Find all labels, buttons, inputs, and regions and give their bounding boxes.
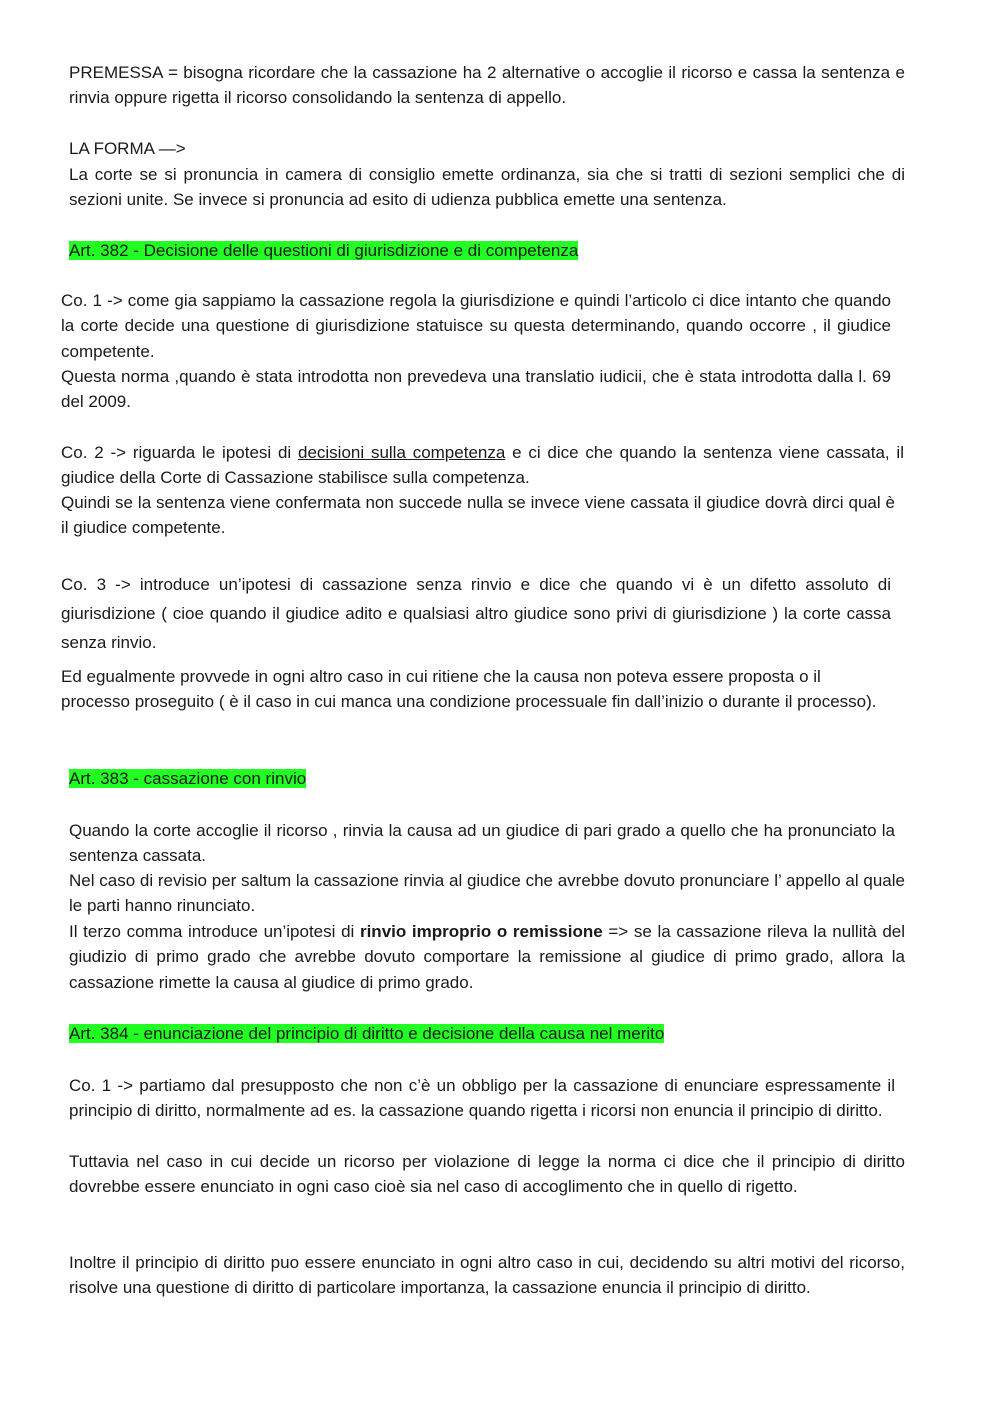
- premessa-paragraph: PREMESSA = bisogna ricordare che la cassazione ha 2 alternative o accoglie il ricorso e cassa la sentenza e rinvia oppure rigetta il ricorso consolidando la sentenza di appello.: [69, 63, 905, 108]
- forma-paragraph: La corte se si pronuncia in camera di consiglio emette ordinanza, sia che si tratti di sezioni semplici che di sezioni unite. Se invece si pronuncia ad esito di udienza pubblica emette una sentenza.: [69, 165, 905, 210]
- art384-heading-line: [69, 1021, 905, 1046]
- forma-heading: LA FORMA —>: [69, 139, 186, 158]
- art383-p3-text-end: => se la cassazione rileva la nullità del giudizio di primo grado che avrebbe dovuto comportare la remissione al giudice di primo grado, allora la cassazione rimette la causa al giudice di primo grado.: [69, 922, 906, 992]
- art382-co2-underlined: decisioni sulla competenza: [298, 443, 506, 462]
- art382-co3-paragraph: Co. 3 -> introduce un’ipotesi di cassazione senza rinvio e dice che quando vi è un difetto assoluto di giurisdizione ( cioe quando il giudice adito e qualsiasi altro giudice sono privi di giurisdizione ) la corte cassa senza rinvio.: [61, 575, 891, 652]
- art383-heading: Art. 383 - cassazione con rinvio: [69, 769, 307, 788]
- art382-co3-note: Ed egualmente provvede in ogni altro caso in cui ritiene che la causa non poteva essere proposta o il processo proseguito ( è il caso in cui manca una condizione processuale fin dall’inizio o durante il processo).: [61, 667, 877, 712]
- art383-p3-text-start: Il terzo comma introduce un’ipotesi di: [69, 922, 360, 941]
- art384-co1-paragraph: Co. 1 -> partiamo dal presupposto che non c’è un obbligo per la cassazione di enunciare espressamente il principio di diritto, normalmente ad es. la cassazione quando rigetta i ricorsi non enuncia il principio di diritto.: [69, 1076, 895, 1121]
- art382-heading: Art. 382 - Decisione delle questioni di giurisdizione e di competenza: [69, 241, 579, 260]
- art383-paragraph-1: Quando la corte accoglie il ricorso , rinvia la causa ad un giudice di pari grado a quello che ha pronunciato la sentenza cassata.: [69, 821, 895, 866]
- art383-paragraph-2: Nel caso di revisio per saltum la cassazione rinvia al giudice che avrebbe dovuto pronunciare l’ appello al quale le parti hanno rinunciato.: [69, 871, 905, 916]
- art382-co1-note: Questa norma ,quando è stata introdotta non prevedeva una translatio iudicii, che è stata introdotta dalla l. 69 del 2009.: [61, 367, 891, 412]
- art382-co1-paragraph: Co. 1 -> come gia sappiamo la cassazione regola la giurisdizione e quindi l’articolo ci dice intanto che quando la corte decide una questione di giurisdizione statuisce su questa determinando, quando occorre , il giudice competente.: [61, 291, 891, 361]
- art384-heading: Art. 384 - enunciazione del principio di diritto e decisione della causa nel merito: [69, 1024, 665, 1043]
- art383-paragraph-3: [69, 919, 905, 995]
- art382-co2-paragraph: [61, 440, 904, 491]
- art384-paragraph-2: Inoltre il principio di diritto puo essere enunciato in ogni altro caso in cui, decidendo su altri motivi del ricorso, risolve una questione di diritto di particolare importanza, la cassazione enuncia il principio di diritto.: [69, 1253, 905, 1298]
- art383-heading-line: [69, 766, 905, 791]
- art382-co2-text-start: Co. 2 -> riguarda le ipotesi di: [61, 443, 298, 462]
- art383-p3-bold: rinvio improprio o remissione: [359, 922, 603, 941]
- art382-co2-note: Quindi se la sentenza viene confermata non succede nulla se invece viene cassata il giudice dovrà dirci qual è il giudice competente.: [61, 493, 895, 538]
- art382-heading-line: [69, 238, 905, 263]
- art382-co2-text-end: e ci dice che quando la sentenza viene cassata, il giudice della Corte di Cassazione stabilisce sulla competenza.: [61, 443, 904, 488]
- art384-co1-note: Tuttavia nel caso in cui decide un ricorso per violazione di legge la norma ci dice che il principio di diritto dovrebbe essere enunciato in ogni caso cioè sia nel caso di accoglimento che in quello di rigetto.: [69, 1152, 905, 1197]
